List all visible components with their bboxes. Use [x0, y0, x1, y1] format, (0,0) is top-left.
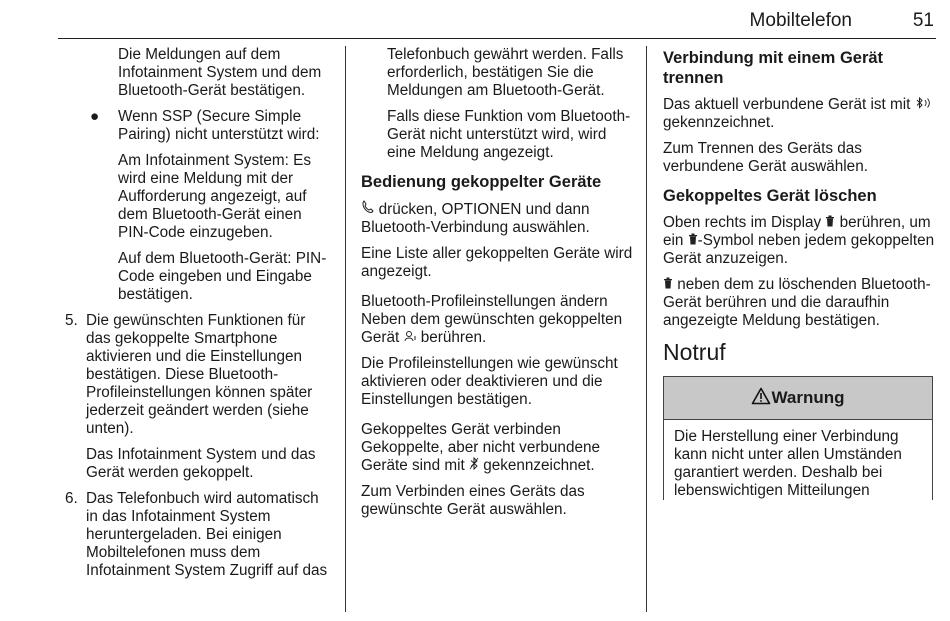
paragraph: Telefonbuch gewährt werden. Falls erforderlich, bestätigen Sie die Meldungen am Bluetooth-Gerät.	[387, 46, 624, 99]
page-header	[0, 10, 950, 38]
paragraph: Zum Verbinden eines Geräts das gewünschte Gerät auswählen.	[361, 483, 585, 518]
trash-icon	[825, 215, 835, 230]
step-number: 6.	[65, 490, 78, 507]
paragraph: Auf dem Bluetooth-Gerät: PIN-Code eingeben und Eingabe bestätigen.	[118, 250, 327, 303]
paragraph: Am Infotainment System: Es wird eine Meldung mit der Aufforderung angezeigt, auf dem Bluetooth-Gerät einen PIN-Code einzugeben.	[118, 152, 311, 241]
paragraph: Neben dem gewünschten gekoppelten Gerät berühren.	[361, 311, 623, 346]
bullet-text: Wenn SSP (Secure Simple Pairing) nicht unterstützt wird:	[118, 108, 320, 143]
paragraph: drücken, OPTIONEN und dann Bluetooth-Verbindung auswählen.	[361, 201, 590, 236]
step-text: Die gewünschten Funktionen für das gekoppelte Smartphone aktivieren und die Einstellungen bestätigen. Diese Bluetooth-Profileinstellungen können später jederzeit geändert werden (siehe unten).	[86, 312, 313, 437]
trash-icon	[688, 233, 698, 248]
step-text: Das Telefonbuch wird automatisch in das Infotainment System heruntergeladen. Bei einigen Mobiltelefonen muss dem Infotainment System Zugriff auf das	[86, 490, 328, 579]
column-2	[361, 46, 636, 527]
subsection-heading: Gekoppeltes Gerät verbinden	[361, 421, 561, 438]
paragraph: neben dem zu löschenden Bluetooth-Gerät berühren und die daraufhin angezeigte Meldung bestätigen.	[663, 276, 931, 329]
paragraph: Falls diese Funktion vom Bluetooth-Gerät nicht unterstützt wird, wird eine Meldung angezeigt.	[387, 108, 631, 161]
warning-box	[663, 376, 933, 500]
profile-settings-icon	[404, 330, 417, 345]
section-title: Notruf	[663, 339, 726, 365]
header-rule	[58, 38, 936, 39]
bluetooth-disconnected-icon	[469, 458, 479, 473]
column-divider	[345, 46, 346, 612]
warning-header	[664, 377, 932, 420]
column-3	[663, 46, 938, 500]
bullet-item	[62, 108, 332, 144]
paragraph: Das Infotainment System und das Gerät werden gekoppelt.	[86, 446, 316, 481]
paragraph: Das aktuell verbundene Gerät ist mit gekennzeichnet.	[663, 96, 938, 132]
step-6	[62, 490, 332, 580]
bluetooth-connected-icon	[915, 97, 931, 112]
page-number: 51	[912, 10, 934, 31]
paragraph: Eine Liste aller gekoppelten Geräte wird angezeigt.	[361, 245, 633, 280]
step-5	[62, 312, 332, 438]
section-heading: Bedienung gekoppelter Geräte	[361, 173, 602, 191]
phone-icon	[361, 202, 379, 217]
options-label: OPTIONEN	[441, 201, 522, 218]
paragraph: Die Meldungen auf dem Infotainment System und dem Bluetooth-Gerät bestätigen.	[118, 46, 322, 99]
step-number: 5.	[65, 312, 78, 329]
section-heading: Gekoppeltes Gerät löschen	[663, 187, 877, 205]
warning-text: Die Herstellung einer Verbindung kann nicht unter allen Umständen garantiert werden. Deshalb bei lebenswichtigen Mitteilungen	[674, 428, 902, 499]
bullet-icon: ●	[90, 108, 100, 125]
warning-triangle-icon	[751, 387, 771, 409]
paragraph: Oben rechts im Display berühren, um ein -Symbol neben jedem gekoppelten Gerät anzuzeigen.	[663, 214, 935, 267]
paragraph: Zum Trennen des Geräts das verbundene Gerät auswählen.	[663, 140, 868, 175]
column-divider	[646, 46, 647, 612]
subsection-heading: Bluetooth-Profileinstellungen ändern	[361, 293, 608, 310]
bluetooth-connection-label: Bluetooth-Verbindung	[361, 219, 509, 236]
trash-icon	[663, 277, 673, 292]
paragraph: Gekoppelte, aber nicht verbundene Geräte sind mit gekennzeichnet.	[361, 439, 600, 474]
paragraph: Die Profileinstellungen wie gewünscht aktivieren oder deaktivieren und die Einstellungen bestätigen.	[361, 355, 618, 408]
warning-title: Warnung	[771, 388, 845, 407]
section-heading: Verbindung mit einem Gerät trennen	[663, 49, 884, 87]
column-1	[62, 46, 332, 588]
page-title: Mobiltelefon	[749, 10, 852, 31]
